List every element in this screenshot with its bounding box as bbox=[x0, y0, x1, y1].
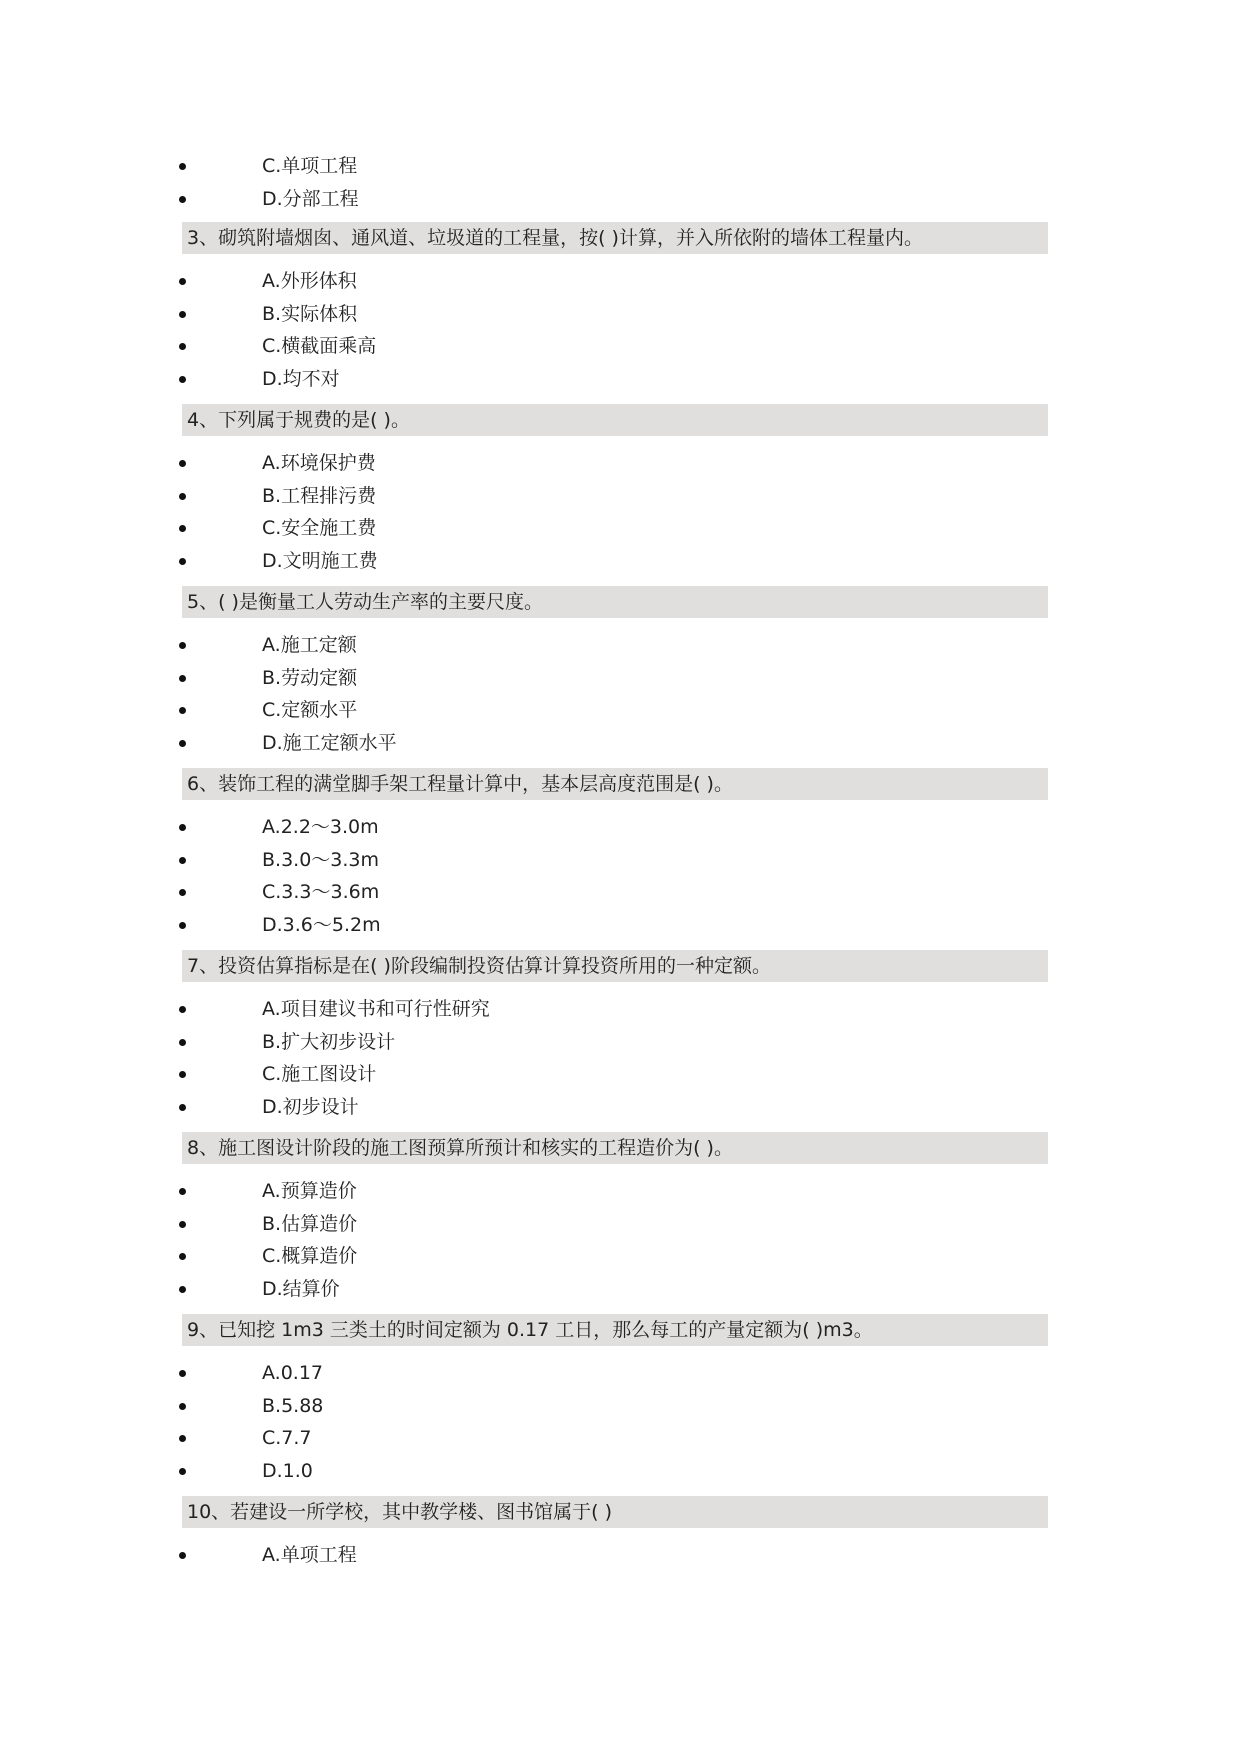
option-text: B.实际体积 bbox=[262, 302, 358, 325]
option-text: A.单项工程 bbox=[262, 1544, 357, 1566]
option-text: D.均不对 bbox=[262, 367, 340, 390]
list-item bbox=[0, 844, 1241, 877]
bullet-icon bbox=[179, 922, 186, 929]
option-text: C.定额水平 bbox=[262, 699, 358, 721]
option-text: A.施工定额 bbox=[262, 634, 357, 656]
option-text: D.施工定额水平 bbox=[262, 731, 397, 754]
question-heading: 5、( )是衡量工人劳动生产率的主要尺度。 bbox=[182, 586, 1048, 618]
bullet-icon bbox=[179, 707, 186, 714]
option-list bbox=[0, 1175, 1241, 1305]
list-item bbox=[0, 1026, 1241, 1059]
list-item bbox=[0, 876, 1241, 909]
bullet-icon bbox=[179, 1071, 186, 1078]
list-item bbox=[0, 298, 1241, 331]
bullet-icon bbox=[179, 376, 186, 383]
question-heading: 4、下列属于规费的是( )。 bbox=[182, 404, 1048, 436]
bullet-icon bbox=[179, 675, 186, 682]
list-item bbox=[0, 1058, 1241, 1091]
option-text: D.3.6～5.2m bbox=[262, 913, 381, 936]
option-text: B.估算造价 bbox=[262, 1212, 358, 1235]
option-text: A.0.17 bbox=[262, 1362, 324, 1384]
option-list bbox=[0, 1357, 1241, 1487]
list-item bbox=[0, 1539, 1241, 1572]
bullet-icon bbox=[179, 196, 186, 203]
list-item bbox=[0, 629, 1241, 662]
list-item bbox=[0, 480, 1241, 513]
option-text: A.项目建议书和可行性研究 bbox=[262, 998, 490, 1020]
option-text: D.分部工程 bbox=[262, 187, 359, 210]
list-item bbox=[0, 662, 1241, 695]
bullet-icon bbox=[179, 1468, 186, 1475]
bullet-icon bbox=[179, 1006, 186, 1013]
option-text: A.2.2～3.0m bbox=[262, 816, 379, 838]
option-list bbox=[0, 447, 1241, 577]
bullet-icon bbox=[179, 1104, 186, 1111]
list-item bbox=[0, 150, 1241, 183]
bullet-icon bbox=[179, 1286, 186, 1293]
option-list bbox=[0, 265, 1241, 395]
option-list bbox=[0, 993, 1241, 1123]
list-item bbox=[0, 1240, 1241, 1273]
list-item bbox=[0, 1455, 1241, 1488]
option-text: D.文明施工费 bbox=[262, 549, 378, 572]
option-list bbox=[0, 629, 1241, 759]
option-text: B.5.88 bbox=[262, 1394, 324, 1417]
list-item bbox=[0, 1273, 1241, 1306]
bullet-icon bbox=[179, 642, 186, 649]
list-item bbox=[0, 993, 1241, 1026]
question-heading: 10、若建设一所学校，其中教学楼、图书馆属于( ) bbox=[182, 1496, 1048, 1528]
bullet-icon bbox=[179, 1435, 186, 1442]
list-item bbox=[0, 727, 1241, 760]
question-heading: 6、装饰工程的满堂脚手架工程量计算中，基本层高度范围是( )。 bbox=[182, 768, 1048, 800]
list-item bbox=[0, 265, 1241, 298]
list-item bbox=[0, 909, 1241, 942]
list-item bbox=[0, 1175, 1241, 1208]
bullet-icon bbox=[179, 278, 186, 285]
bullet-icon bbox=[179, 343, 186, 350]
option-list bbox=[0, 811, 1241, 941]
list-item bbox=[0, 183, 1241, 216]
list-item bbox=[0, 1357, 1241, 1390]
list-item bbox=[0, 447, 1241, 480]
bullet-icon bbox=[179, 525, 186, 532]
list-item bbox=[0, 330, 1241, 363]
bullet-icon bbox=[179, 1253, 186, 1260]
option-text: C.单项工程 bbox=[262, 155, 358, 177]
bullet-icon bbox=[179, 1039, 186, 1046]
bullet-icon bbox=[179, 1370, 186, 1377]
list-item bbox=[0, 1422, 1241, 1455]
option-text: A.环境保护费 bbox=[262, 452, 376, 474]
bullet-icon bbox=[179, 1552, 186, 1559]
bullet-icon bbox=[179, 889, 186, 896]
list-item bbox=[0, 545, 1241, 578]
option-text: D.初步设计 bbox=[262, 1095, 359, 1118]
option-text: C.安全施工费 bbox=[262, 517, 377, 539]
bullet-icon bbox=[179, 857, 186, 864]
bullet-icon bbox=[179, 163, 186, 170]
option-list bbox=[0, 1539, 1241, 1572]
list-item bbox=[0, 694, 1241, 727]
bullet-icon bbox=[179, 1188, 186, 1195]
option-text: C.7.7 bbox=[262, 1427, 312, 1449]
option-text: D.结算价 bbox=[262, 1277, 340, 1300]
bullet-icon bbox=[179, 558, 186, 565]
bullet-icon bbox=[179, 493, 186, 500]
option-text: B.扩大初步设计 bbox=[262, 1030, 396, 1053]
bullet-icon bbox=[179, 1403, 186, 1410]
question-heading: 9、已知挖 1m3 三类土的时间定额为 0.17 工日，那么每工的产量定额为( )m3。 bbox=[182, 1314, 1048, 1346]
list-item bbox=[0, 1208, 1241, 1241]
option-text: A.预算造价 bbox=[262, 1180, 357, 1202]
bullet-icon bbox=[179, 740, 186, 747]
option-text: A.外形体积 bbox=[262, 270, 357, 292]
option-text: C.3.3～3.6m bbox=[262, 881, 380, 903]
option-text: C.横截面乘高 bbox=[262, 335, 377, 357]
list-item bbox=[0, 1091, 1241, 1124]
option-text: B.劳动定额 bbox=[262, 666, 358, 689]
question-heading: 8、施工图设计阶段的施工图预算所预计和核实的工程造价为( )。 bbox=[182, 1132, 1048, 1164]
list-item bbox=[0, 1390, 1241, 1423]
bullet-icon bbox=[179, 460, 186, 467]
bullet-icon bbox=[179, 824, 186, 831]
bullet-icon bbox=[179, 311, 186, 318]
option-list bbox=[0, 150, 1241, 215]
list-item bbox=[0, 811, 1241, 844]
option-text: B.工程排污费 bbox=[262, 484, 377, 507]
bullet-icon bbox=[179, 1221, 186, 1228]
option-text: C.概算造价 bbox=[262, 1245, 358, 1267]
list-item bbox=[0, 363, 1241, 396]
option-text: D.1.0 bbox=[262, 1459, 313, 1482]
question-heading: 3、砌筑附墙烟囱、通风道、垃圾道的工程量，按( )计算，并入所依附的墙体工程量内。 bbox=[182, 222, 1048, 254]
option-text: C.施工图设计 bbox=[262, 1063, 377, 1085]
list-item bbox=[0, 512, 1241, 545]
question-heading: 7、投资估算指标是在( )阶段编制投资估算计算投资所用的一种定额。 bbox=[182, 950, 1048, 982]
option-text: B.3.0～3.3m bbox=[262, 848, 380, 871]
